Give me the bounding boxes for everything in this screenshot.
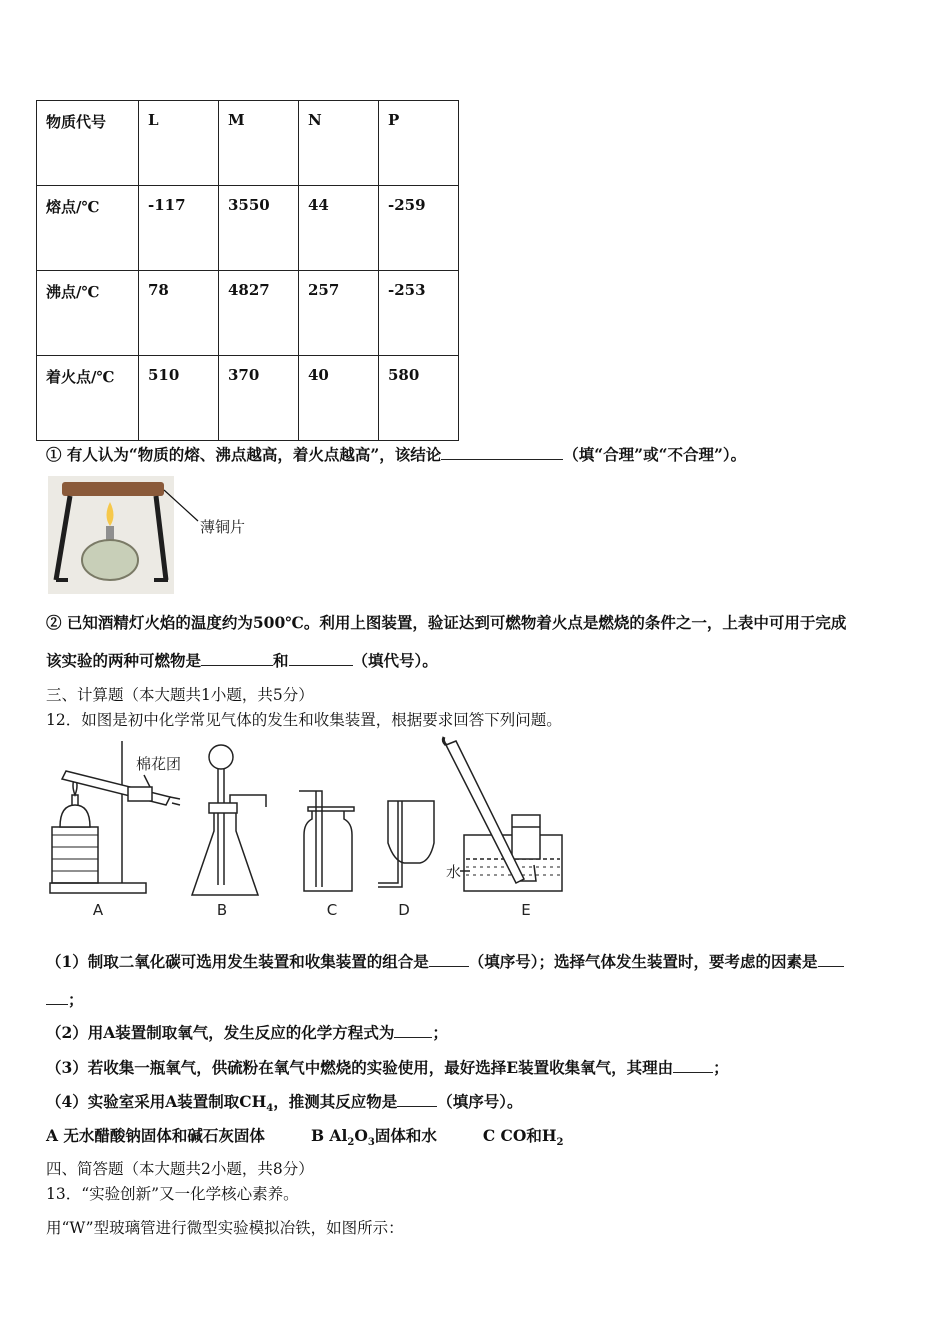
part-2-end: ； (432, 1023, 448, 1042)
table-row (37, 356, 459, 441)
label-c: C (326, 901, 338, 919)
apparatus-b (192, 745, 266, 895)
gas-apparatus-illustration (46, 735, 576, 925)
part-1-text: （1）制取二氧化碳可选用发生装置和收集装置的组合是 (46, 952, 429, 971)
section-4-title: 四、简答题（本大题共2小题，共8分） (46, 1160, 314, 1178)
question-13-stem: 13．“实验创新”又一化学核心素养。 (46, 1185, 299, 1203)
apparatus-e (443, 737, 562, 891)
label-b: B (216, 901, 228, 919)
option-c[interactable] (482, 1126, 564, 1149)
question-12-part-4 (46, 1090, 523, 1114)
table-cell: P (379, 101, 459, 186)
question-12-part-2 (46, 1021, 448, 1043)
cotton-label: 棉花团 (136, 755, 182, 773)
copper-sheet (62, 482, 164, 496)
question-2-and: 和 (273, 651, 289, 670)
option-b-text: B Al (310, 1126, 348, 1145)
subscript: 4 (266, 1103, 274, 1115)
burner-bottle (82, 540, 138, 580)
table-row (37, 271, 459, 356)
table-cell: 370 (219, 356, 299, 441)
question-13-line-2: 用“W”型玻璃管进行微型实验模拟冶铁，如图所示： (46, 1219, 404, 1237)
answer-blank[interactable] (818, 952, 844, 967)
question-12-stem: 12．如图是初中化学常见气体的发生和收集装置，根据要求回答下列问题。 (46, 711, 562, 729)
table-cell: 510 (139, 356, 219, 441)
part-2-text: （2）用A装置制取氧气，发生反应的化学方程式为 (46, 1023, 395, 1042)
question-2-hint: （填代号）。 (352, 651, 438, 670)
table-cell: N (299, 101, 379, 186)
table-cell: 40 (299, 356, 379, 441)
part-1-text-2: （填序号）；选择气体发生装置时，要考虑的因素是 (468, 952, 818, 971)
table-cell: 物质代号 (37, 101, 139, 186)
question-12-part-3 (46, 1056, 729, 1078)
table-cell: 沸点/℃ (37, 271, 139, 356)
answer-blank[interactable] (673, 1058, 713, 1073)
subscript: 2 (556, 1137, 564, 1149)
label-d: D (398, 901, 410, 919)
label-e: E (521, 901, 531, 919)
answer-blank[interactable] (289, 651, 353, 666)
table-cell: M (219, 101, 299, 186)
answer-blank[interactable] (397, 1092, 437, 1107)
answer-blank[interactable] (46, 990, 68, 1005)
apparatus-c (299, 791, 354, 891)
part-3-end: ； (713, 1058, 729, 1077)
answer-blank[interactable] (394, 1023, 432, 1038)
table-cell: -117 (139, 186, 219, 271)
question-2-line-1: ② 已知酒精灯火焰的温度约为500℃。利用上图装置，验证达到可燃物着火点是燃烧的条件之一，上表中可用于完成 (46, 613, 847, 632)
option-c-text: C CO和H (482, 1126, 557, 1145)
part-4-text: （4）实验室采用A装置制取CH (46, 1092, 267, 1111)
question-1-hint: （填“合理”或“不合理”）。 (563, 445, 747, 464)
subscript: 3 (367, 1137, 375, 1149)
part-4-end: （填序号）。 (437, 1092, 523, 1111)
alcohol-burner-illustration (48, 476, 268, 594)
burner-figure (48, 476, 268, 594)
table-cell: 78 (139, 271, 219, 356)
table-cell: 4827 (219, 271, 299, 356)
part-1-end: ； (68, 990, 84, 1009)
answer-options (46, 1124, 564, 1148)
table-cell: 580 (379, 356, 459, 441)
table-row (37, 186, 459, 271)
option-b[interactable] (310, 1126, 437, 1149)
table-cell: 熔点/℃ (37, 186, 139, 271)
question-2-text: 该实验的两种可燃物是 (46, 651, 202, 670)
option-b-text-2: O (354, 1126, 368, 1145)
answer-blank[interactable] (429, 952, 469, 967)
question-12-part-1-cont (46, 988, 84, 1010)
table-cell: -253 (379, 271, 459, 356)
label-a: A (92, 901, 104, 919)
section-3-title: 三、计算题（本大题共1小题，共5分） (46, 686, 314, 704)
table-cell: 257 (299, 271, 379, 356)
option-b-text-3: 固体和水 (374, 1126, 437, 1145)
answer-blank[interactable] (441, 445, 563, 460)
property-table (36, 100, 459, 441)
apparatus-a (50, 741, 181, 893)
table-cell: 着火点/℃ (37, 356, 139, 441)
table-cell: 3550 (219, 186, 299, 271)
apparatus-labels (93, 901, 531, 919)
question-2-line-2 (46, 649, 438, 671)
apparatus-d (378, 801, 434, 887)
question-1-text: ① 有人认为“物质的熔、沸点越高，着火点越高”，该结论 (46, 445, 442, 464)
question-1-line (46, 443, 746, 465)
answer-blank[interactable] (201, 651, 273, 666)
table-header-row (37, 101, 459, 186)
table-cell: L (139, 101, 219, 186)
part-4-text-2: ，推测其反应物是 (273, 1092, 398, 1111)
question-12-part-1 (46, 950, 844, 972)
option-a[interactable]: A 无水醋酸钠固体和碱石灰固体 (46, 1126, 265, 1145)
part-3-text: （3）若收集一瓶氧气，供硫粉在氧气中燃烧的实验使用，最好选择E装置收集氧气，其理由 (46, 1058, 674, 1077)
copper-sheet-label: 薄铜片 (200, 518, 246, 536)
table-cell: -259 (379, 186, 459, 271)
subscript: 2 (347, 1137, 355, 1149)
water-label: 水 (446, 863, 462, 881)
apparatus-figure (46, 735, 576, 925)
table-cell: 44 (299, 186, 379, 271)
